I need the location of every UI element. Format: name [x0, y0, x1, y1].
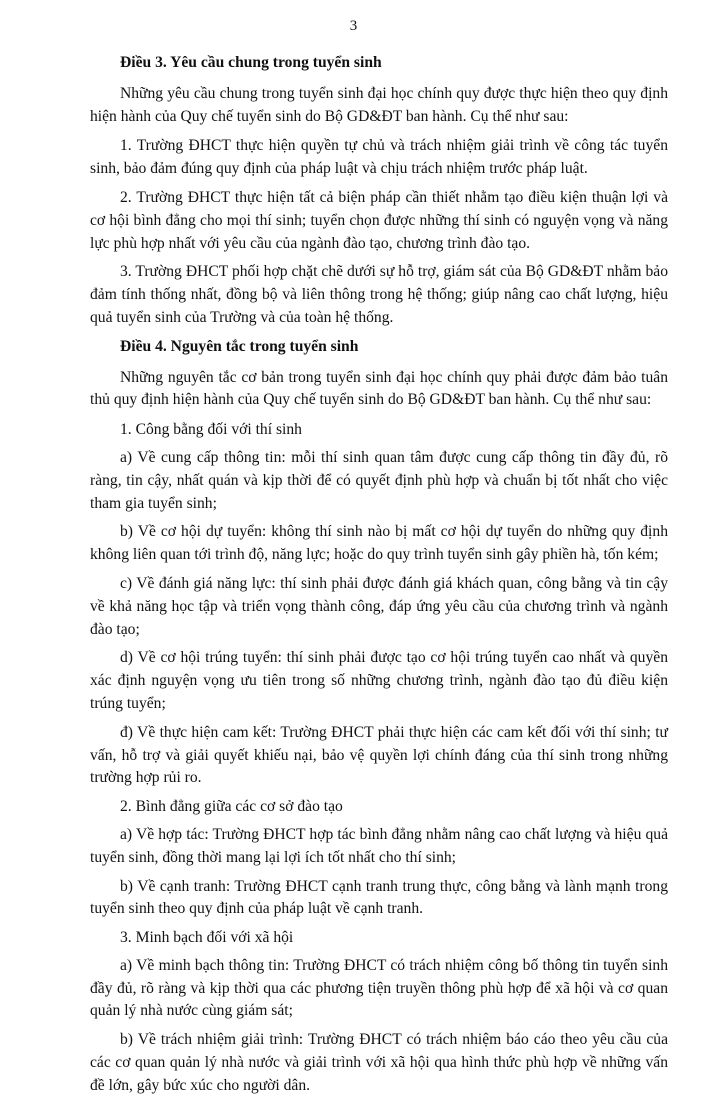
document-body	[90, 52, 668, 1104]
section-1-item-a: a) Về cung cấp thông tin: mỗi thí sinh quan tâm được cung cấp thông tin đầy đủ, rõ ràng, tin cậy, nhất quán và kịp thời để có quyết định phù hợp và chuẩn bị tốt nhất cho việc tham gia tuyển sinh;	[90, 448, 668, 512]
section-3-title: 3. Minh bạch đối với xã hội	[120, 929, 294, 947]
section-3-item-a: a) Về minh bạch thông tin: Trường ĐHCT có trách nhiệm công bố thông tin tuyển sinh đầy đủ, rõ ràng và kịp thời qua các phương tiện truyền thông phù hợp để xã hội và cơ quan quản lý nhà nước cùng giám sát;	[90, 956, 668, 1020]
section-1-item-dd: đ) Về thực hiện cam kết: Trường ĐHCT phải thực hiện các cam kết đối với thí sinh; tư vấn, hỗ trợ và giải quyết khiếu nại, bảo vệ quyền lợi chính đáng của thí sinh trong những trường hợp rủi ro.	[90, 723, 668, 787]
article-3-item-2: 2. Trường ĐHCT thực hiện tất cả biện pháp cần thiết nhằm tạo điều kiện thuận lợi và cơ hội bình đẳng cho mọi thí sinh; tuyển chọn được những thí sinh có nguyện vọng và năng lực phù hợp nhất với yêu cầu của ngành đào tạo, chương trình đào tạo.	[90, 188, 668, 252]
section-2-title: 2. Bình đẳng giữa các cơ sở đào tạo	[120, 798, 343, 816]
article-4-intro: Những nguyên tắc cơ bản trong tuyển sinh đại học chính quy phải được đảm bảo tuân thủ quy định hiện hành của Quy chế tuyển sinh do Bộ GD&ĐT ban hành. Cụ thể như sau:	[90, 368, 668, 409]
article-3-heading: Điều 3. Yêu cầu chung trong tuyển sinh	[120, 54, 382, 71]
section-2-item-a: a) Về hợp tác: Trường ĐHCT hợp tác bình đẳng nhằm nâng cao chất lượng và hiệu quả tuyển sinh, đồng thời mang lại lợi ích tốt nhất cho thí sinh;	[90, 825, 668, 866]
section-1-item-d: d) Về cơ hội trúng tuyển: thí sinh phải được tạo cơ hội trúng tuyển cao nhất và quyền xác định nguyện vọng ưu tiên trong số những chương trình, ngành đào tạo đủ điều kiện trúng tuyển;	[90, 649, 668, 712]
section-2-item-b: b) Về cạnh tranh: Trường ĐHCT cạnh tranh trung thực, công bằng và lành mạnh trong tuyển sinh theo quy định của pháp luật về cạnh tranh.	[90, 877, 668, 918]
section-1-title: 1. Công bằng đối với thí sinh	[120, 421, 302, 439]
article-4-heading: Điều 4. Nguyên tắc trong tuyển sinh	[120, 337, 359, 355]
page-number: 3	[349, 18, 358, 34]
section-1-item-b: b) Về cơ hội dự tuyển: không thí sinh nào bị mất cơ hội dự tuyển do những quy định không liên quan tới trình độ, năng lực; hoặc do quy trình tuyển sinh gây phiền hà, tốn kém;	[90, 523, 668, 564]
article-3-item-3: 3. Trường ĐHCT phối hợp chặt chẽ dưới sự hỗ trợ, giám sát của Bộ GD&ĐT nhằm bảo đảm tính thống nhất, đồng bộ và liên thông trong hệ thống; giúp nâng cao chất lượng, hiệu quả tuyển sinh của Trường và của toàn hệ thống.	[90, 263, 668, 326]
section-1-item-c: c) Về đánh giá năng lực: thí sinh phải được đánh giá khách quan, công bằng và tin cậy về khả năng học tập và triển vọng thành công, đáp ứng yêu cầu của chương trình và ngành đào tạo;	[90, 574, 668, 638]
article-3-intro: Những yêu cầu chung trong tuyển sinh đại học chính quy được thực hiện theo quy định hiện hành của Quy chế tuyển sinh do Bộ GD&ĐT ban hành. Cụ thể như sau:	[90, 84, 668, 125]
section-3-item-b: b) Về trách nhiệm giải trình: Trường ĐHCT có trách nhiệm báo cáo theo yêu cầu của các cơ quan quản lý nhà nước và giải trình với xã hội qua hình thức phù hợp về những vấn đề lớn, gây bức xúc cho người dân.	[90, 1031, 668, 1094]
article-3-item-1: 1. Trường ĐHCT thực hiện quyền tự chủ và trách nhiệm giải trình về công tác tuyển sinh, bảo đảm đúng quy định của pháp luật và chịu trách nhiệm trước pháp luật.	[90, 137, 668, 178]
